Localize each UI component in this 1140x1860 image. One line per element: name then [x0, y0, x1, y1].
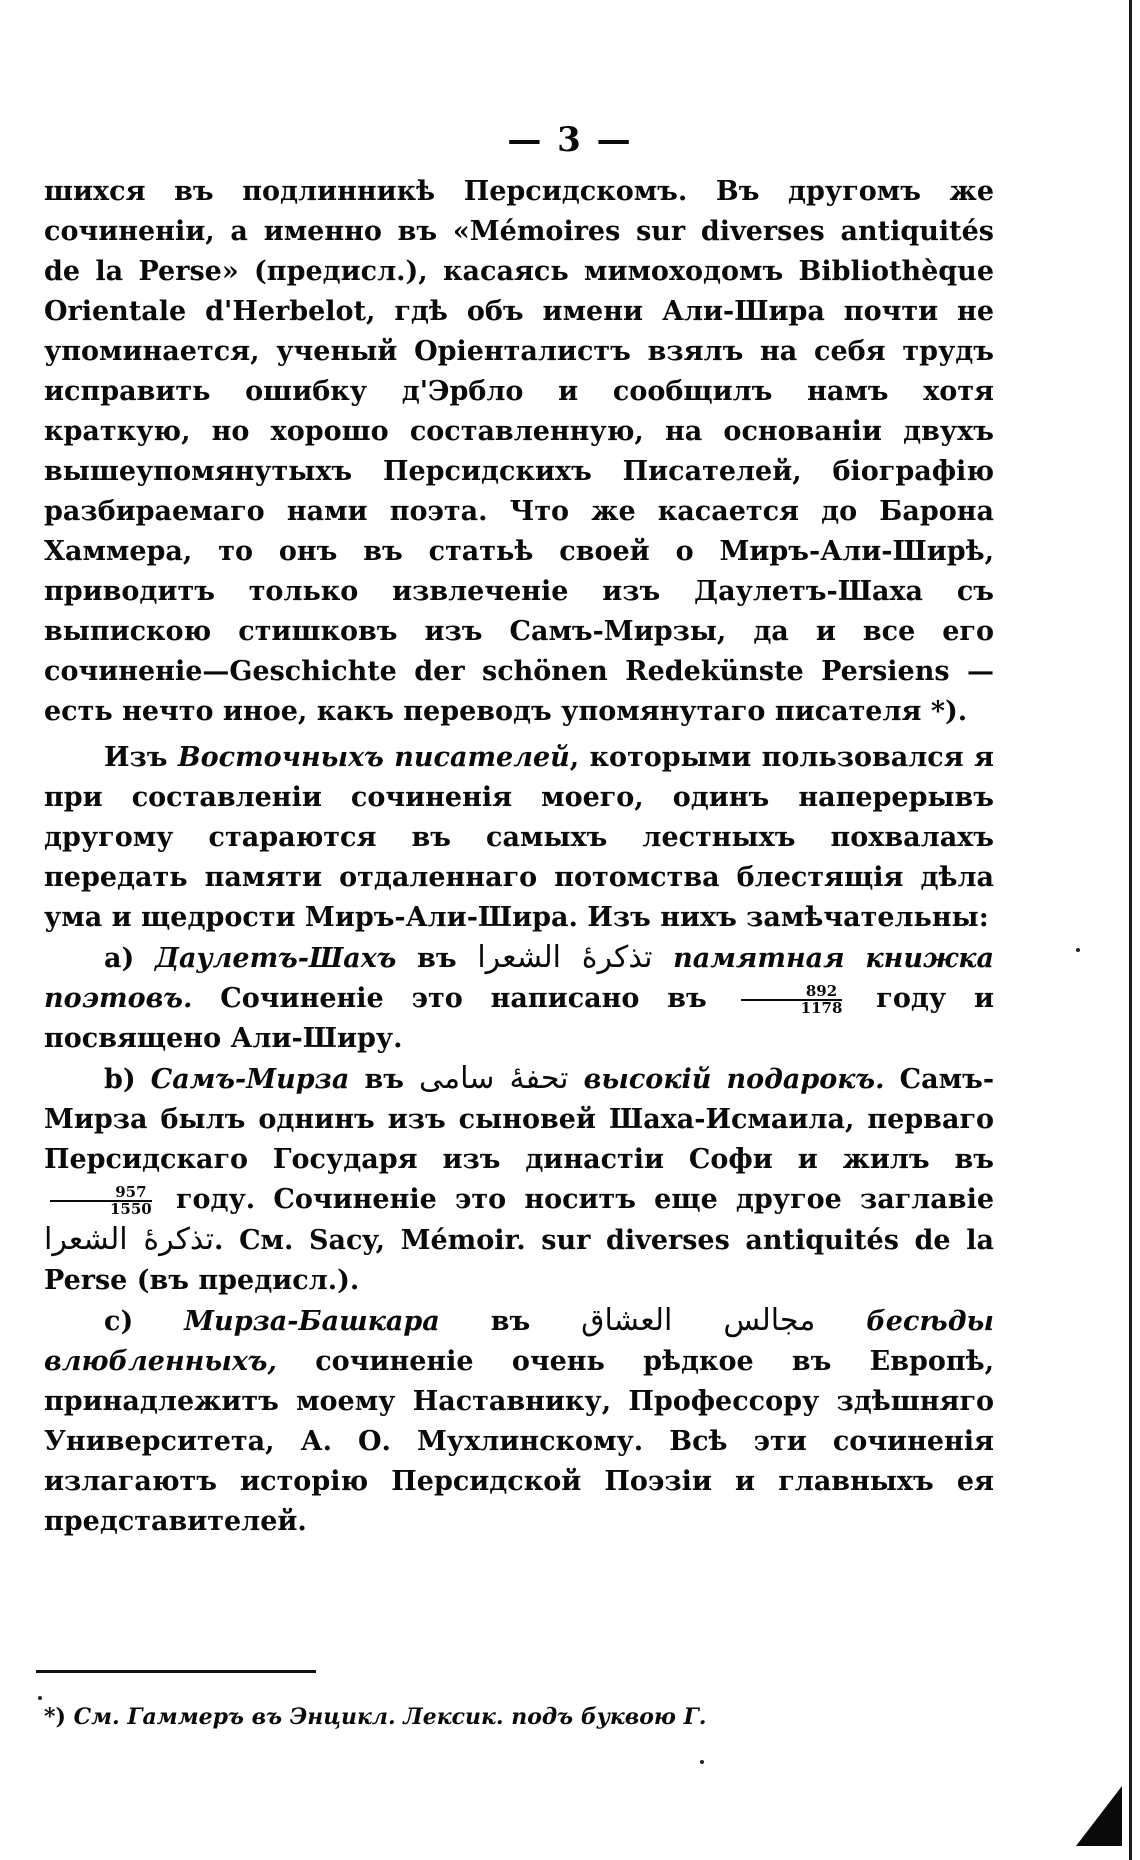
author-name: Самъ-Мирза	[150, 1064, 350, 1095]
title-translation: высокій подарокъ.	[583, 1064, 885, 1095]
date-fraction: $\frac{957}{1550}$	[50, 1185, 152, 1217]
author-name: Даулетъ-Шахъ	[154, 943, 397, 974]
author-name: Мирза-Башкара	[184, 1306, 440, 1337]
paragraph-2-italic: Восточныхъ писателей	[177, 742, 570, 773]
page-edge-line	[1129, 0, 1132, 1860]
list-item-c: c) Мирза-Башкара въ مجالس العشاق бесѣды влюбленныхъ, сочиненіе очень рѣдкое въ Европѣ, принадлежитъ моему Наставнику, Профессору здѣшняго Университета, А. О. Мухлинскому. Всѣ эти сочиненія излагаютъ исторію Персидской Поэзіи и главныхъ ея представителей.	[44, 1303, 995, 1537]
ink-speck	[38, 1696, 42, 1700]
title-translation: памятная книжка поэтовъ.	[44, 943, 994, 1014]
date-fraction: $\frac{892}{1178}$	[741, 984, 843, 1016]
list-item-b: b) Самъ-Мирза въ تحفۀ سامی высокій подарокъ. Самъ-Мирза былъ однинъ изъ сыновей Шаха-Исмаила, перваго Персидскаго Государя изъ династіи Софи и жилъ въ $\frac{957}{1550}$ году. Сочиненіе это носитъ еще другое заглавіе تذکرۀ الشعرا. См. Sacy, Mémoir. sur diverses antiquités de la Perse (въ предисл.).	[44, 1061, 995, 1296]
page-number: — 3 —	[507, 120, 633, 160]
paragraph-1: шихся въ подлинникѣ Персидскомъ. Въ другомъ же сочиненіи, а именно въ «Mémoires sur diverses antiquités de la Perse» (предисл.), касаясь мимоходомъ Bibliothèque Orientale d'Herbelot, гдѣ объ имени Али-Шира почти не упоминается, ученый Оріенталистъ взялъ на себя трудъ исправить ошибку д'Эрбло и сообщилъ намъ хотя краткую, но хорошо составленную, на основаніи двухъ вышеупомянутыхъ Персидскихъ Писателей, біографію разбираемаго нами поэта. Что же касается до Барона Хаммера, то онъ въ статьѣ своей о Миръ-Али-Ширѣ, приводитъ только извлеченіе изъ Даулетъ-Шаха съ выпискою стишковъ изъ Самъ-Мирзы, да и все его сочиненіе—Geschichte der schönen Redekünste Persiens — есть нечто иное, какъ переводъ упомянутаго писателя *).	[44, 176, 994, 727]
arabic-title: مجالس العشاق	[581, 1303, 816, 1338]
page-corner-mark	[1076, 1786, 1122, 1846]
list-item-a: a) Даулетъ-Шахъ въ تذکرۀ الشعرا памятная книжка поэтовъ. Сочиненіе это написано въ $\frac{892}{1178}$ году и посвящено Али-Ширу.	[44, 940, 995, 1054]
arabic-title: تحفۀ سامی	[419, 1061, 569, 1096]
main-text	[44, 172, 994, 1542]
paragraph-2: Изъ Восточныхъ писателей, которыми пользовался я при составленіи сочиненія моего, одинъ наперерывъ другому стараются въ самыхъ лестныхъ похвалахъ передать памяти отдаленнаго потомства блестящія дѣла ума и щедрости Миръ-Али-Шира. Изъ нихъ замѣчательны:	[44, 742, 994, 933]
footnote: *) См. Гаммеръ въ Энцикл. Лексик. подъ буквою Г.	[44, 1704, 707, 1730]
arabic-title: تذکرۀ الشعرا	[477, 940, 653, 975]
ink-speck	[1076, 948, 1080, 952]
title-translation: бесѣды влюбленныхъ,	[44, 1306, 995, 1377]
arabic-title-alt: تذکرۀ الشعرا	[44, 1222, 215, 1257]
ink-speck	[700, 1760, 704, 1764]
footnote-divider	[36, 1670, 316, 1673]
